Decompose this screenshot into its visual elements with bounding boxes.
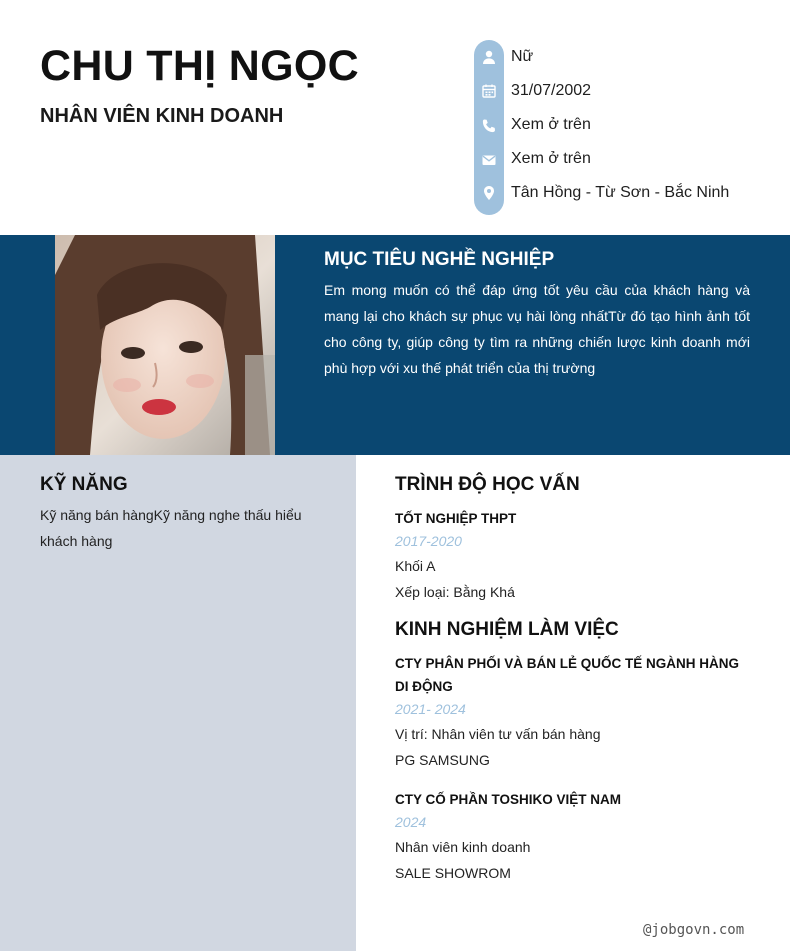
experience-detail: PG SAMSUNG bbox=[395, 752, 490, 768]
experience-detail: SALE SHOWROM bbox=[395, 865, 511, 881]
person-icon bbox=[481, 49, 497, 65]
experience-period: 2024 bbox=[395, 814, 427, 830]
experience-company: CTY CỐ PHẦN TOSHIKO VIỆT NAM bbox=[395, 792, 622, 807]
experience-detail: Nhân viên kinh doanh bbox=[395, 839, 531, 855]
objective-text: Em mong muốn có thể đáp ứng tốt yêu cầu của khách hàng và mang lại cho khách sự phục vụ hài lòng nhấtTừ đó tạo hình ảnh tốt cho công ty, giúp công ty tìm ra những chiến lược kinh doanh mới phù hợp với xu thế phát triển của thị trường bbox=[324, 282, 750, 376]
education-detail: Xếp loại: Bằng Khá bbox=[395, 584, 515, 600]
experience-company: CTY PHÂN PHỐI VÀ BÁN LẺ QUỐC TẾ NGÀNH HÀNG DI ĐỘNG bbox=[395, 656, 740, 694]
experience-detail: Vị trí: Nhân viên tư vấn bán hàng bbox=[395, 726, 601, 742]
job-title: NHÂN VIÊN KINH DOANH bbox=[40, 105, 284, 127]
candidate-name: CHU THỊ NGỌC bbox=[40, 42, 359, 90]
phone-icon bbox=[481, 118, 497, 134]
experience-period: 2021- 2024 bbox=[395, 701, 466, 717]
profile-photo bbox=[55, 235, 275, 455]
address-value: Tân Hồng - Từ Sơn - Bắc Ninh bbox=[511, 184, 730, 201]
skills-title: KỸ NĂNG bbox=[40, 474, 128, 495]
phone-value: Xem ở trên bbox=[511, 116, 591, 133]
email-icon bbox=[481, 152, 497, 168]
education-title: TRÌNH ĐỘ HỌC VẤN bbox=[395, 474, 580, 495]
objective-title: MỤC TIÊU NGHỀ NGHIỆP bbox=[324, 249, 555, 270]
calendar-icon bbox=[481, 83, 497, 99]
education-detail: Khối A bbox=[395, 558, 436, 574]
email-value: Xem ở trên bbox=[511, 150, 591, 167]
education-period: 2017-2020 bbox=[395, 533, 462, 549]
skills-text: Kỹ năng bán hàngKỹ năng nghe thấu hiểu khách hàng bbox=[40, 507, 302, 549]
gender-value: Nữ bbox=[511, 48, 534, 65]
location-icon bbox=[481, 185, 497, 201]
education-school: TỐT NGHIỆP THPT bbox=[395, 511, 517, 526]
experience-title: KINH NGHIỆM LÀM VIỆC bbox=[395, 619, 619, 640]
watermark: @jobgovn.com bbox=[643, 922, 745, 938]
birthdate-value: 31/07/2002 bbox=[511, 82, 592, 99]
